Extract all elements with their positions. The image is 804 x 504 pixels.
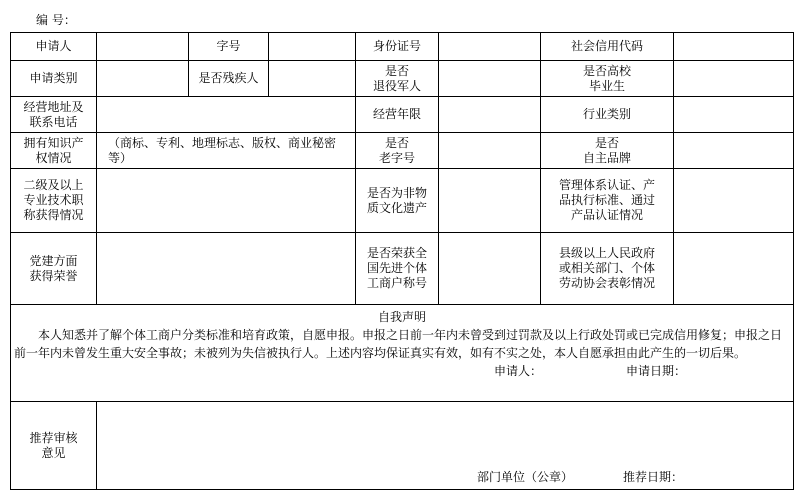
advanced-title-value[interactable] — [439, 233, 541, 305]
professional-title-label — [11, 169, 97, 233]
credit-code-label: 社会信用代码 — [541, 33, 674, 61]
certification-label-line3: 产品认证情况 — [570, 208, 643, 222]
serial-number-label: 编 号： — [36, 13, 76, 27]
veteran-label-line2: 退役军人 — [372, 78, 421, 93]
certification-label-line1: 管理体系认证、产 — [558, 178, 655, 192]
advanced-title-line2: 国先进个体 — [366, 261, 427, 275]
trade-name-value[interactable] — [269, 33, 356, 61]
ip-label — [11, 133, 97, 169]
gov-commendation-line2: 或相关部门、个体 — [558, 261, 655, 275]
professional-title-line3: 称获得情况 — [23, 208, 84, 222]
graduate-label — [541, 61, 674, 97]
row-address — [11, 97, 794, 133]
heritage-label — [356, 169, 439, 233]
own-brand-label-line1: 是否 — [594, 135, 619, 150]
party-honor-line1: 党建方面 — [29, 253, 78, 268]
application-form-table — [10, 32, 794, 490]
own-brand-value[interactable] — [674, 133, 794, 169]
recommend-date-label: 推荐日期： — [623, 470, 684, 484]
old-brand-label-line2: 老字号 — [378, 150, 415, 165]
veteran-value[interactable] — [439, 61, 541, 97]
row-recommendation — [11, 402, 794, 490]
professional-title-line2: 专业技术职 — [23, 193, 84, 207]
party-honor-value[interactable] — [97, 233, 356, 305]
disabled-value[interactable] — [269, 61, 356, 97]
advanced-title-line3: 工商户称号 — [366, 276, 427, 290]
declaration-cell — [11, 305, 794, 402]
address-value[interactable] — [97, 97, 356, 133]
address-label-line2: 联系电话 — [29, 114, 78, 129]
recommend-label — [11, 402, 97, 490]
address-label — [11, 97, 97, 133]
apply-date-label: 申请日期： — [626, 364, 687, 378]
declaration-body: 本人知悉并了解个体工商户分类标准和培育政策，自愿申报。申报之日前一年内未曾受到过罚款及以上行政处罚或已完成信用修复；申报之日前一年内未曾发生重大安全事故；未被列为失信被执行人。上述内容均保证真实有效，如有不实之处，本人自愿承担由此产生的一切后果。 — [14, 328, 783, 360]
old-brand-label — [356, 133, 439, 169]
applicant-value[interactable] — [97, 33, 189, 61]
graduate-label-line1: 是否高校 — [582, 63, 631, 78]
party-honor-label — [11, 233, 97, 305]
industry-label: 行业类别 — [541, 97, 674, 133]
graduate-label-line2: 毕业生 — [588, 78, 625, 93]
own-brand-label — [541, 133, 674, 169]
gov-commendation-line3: 劳动协会表彰情况 — [558, 276, 655, 290]
graduate-value[interactable] — [674, 61, 794, 97]
trade-name-label: 字号 — [189, 33, 269, 61]
category-value[interactable] — [97, 61, 189, 97]
old-brand-value[interactable] — [439, 133, 541, 169]
industry-value[interactable] — [674, 97, 794, 133]
veteran-label-line1: 是否 — [384, 63, 409, 78]
professional-title-line1: 二级及以上 — [23, 178, 84, 192]
certification-label — [541, 169, 674, 233]
declaration-sign-line — [14, 362, 790, 384]
row-declaration — [11, 305, 794, 402]
credit-code-value[interactable] — [674, 33, 794, 61]
recommend-label-line1: 推荐审核 — [29, 430, 78, 445]
ip-label-line2: 权情况 — [35, 150, 72, 165]
years-value[interactable] — [439, 97, 541, 133]
heritage-label-line2: 质文化遗产 — [366, 200, 427, 215]
gov-commendation-value[interactable] — [674, 233, 794, 305]
professional-title-value[interactable] — [97, 169, 356, 233]
row-party-honors — [11, 233, 794, 305]
advanced-title-line1: 是否荣获全 — [366, 246, 427, 260]
gov-commendation-label — [541, 233, 674, 305]
applicant-sign-label: 申请人： — [494, 364, 543, 378]
category-label: 申请类别 — [11, 61, 97, 97]
party-honor-line2: 获得荣誉 — [29, 268, 78, 283]
ip-label-line1: 拥有知识产 — [23, 135, 84, 150]
own-brand-label-line2: 自主品牌 — [582, 150, 631, 165]
ip-note: （商标、专利、地理标志、版权、商业秘密等） — [108, 135, 337, 165]
row-applicant — [11, 33, 794, 61]
id-number-label: 身份证号 — [356, 33, 439, 61]
heritage-value[interactable] — [439, 169, 541, 233]
disabled-label: 是否残疾人 — [189, 61, 269, 97]
recommend-value[interactable] — [97, 402, 794, 490]
heritage-label-line1: 是否为非物 — [366, 185, 427, 200]
row-ip — [11, 133, 794, 169]
certification-value[interactable] — [674, 169, 794, 233]
recommend-label-line2: 意见 — [41, 445, 66, 460]
old-brand-label-line1: 是否 — [384, 135, 409, 150]
ip-value[interactable] — [97, 133, 356, 169]
row-category — [11, 61, 794, 97]
advanced-title-label — [356, 233, 439, 305]
address-label-line1: 经营地址及 — [23, 99, 84, 114]
id-number-value[interactable] — [439, 33, 541, 61]
veteran-label — [356, 61, 439, 97]
applicant-label: 申请人 — [11, 33, 97, 61]
certification-label-line2: 品执行标准、通过 — [558, 193, 655, 207]
years-label: 经营年限 — [356, 97, 439, 133]
declaration-title: 自我声明 — [377, 310, 426, 324]
row-professional-title — [11, 169, 794, 233]
gov-commendation-line1: 县级以上人民政府 — [558, 246, 655, 260]
dept-seal-label: 部门单位（公章） — [477, 470, 574, 484]
